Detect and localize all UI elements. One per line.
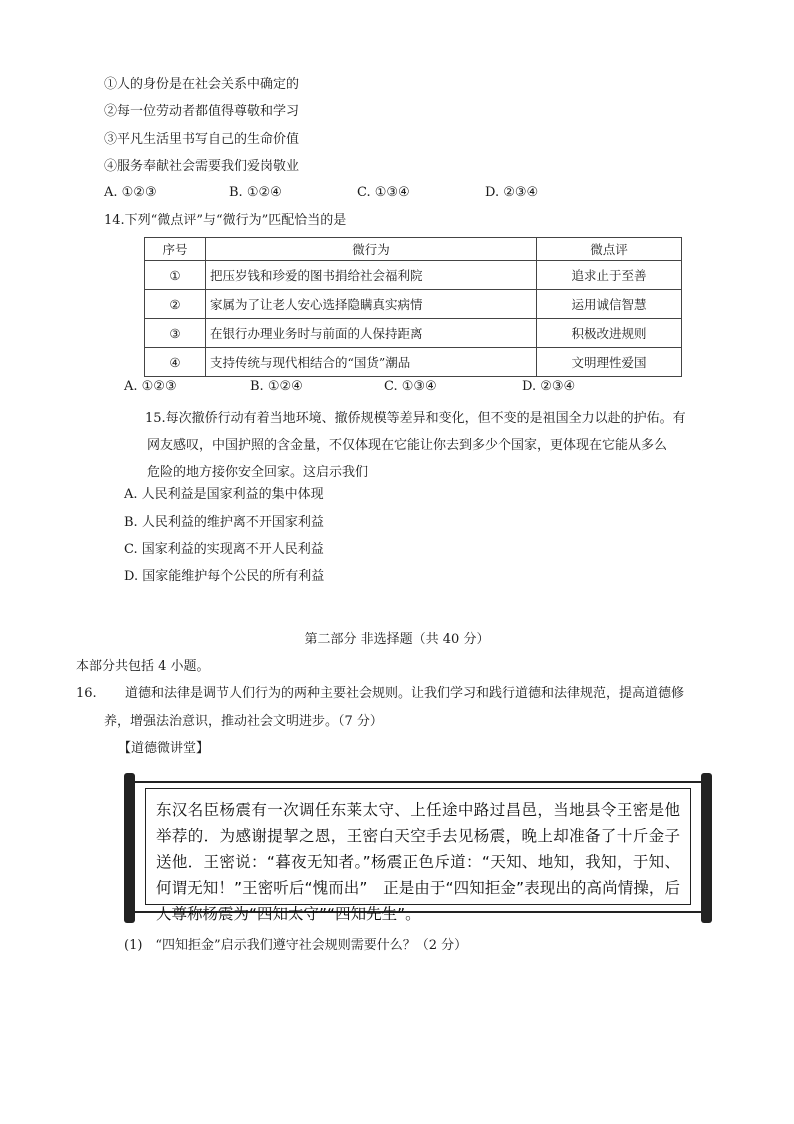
- row-review: 文明理性爱国: [537, 348, 682, 377]
- q15-option-c: C. 国家利益的实现离不开人民利益: [124, 542, 324, 557]
- q14-option-b: B. ①②④: [250, 379, 303, 394]
- row-action: 家属为了让老人安心选择隐瞒真实病情: [206, 290, 537, 319]
- row-review: 运用诚信智慧: [537, 290, 682, 319]
- q13-item-1: ①人的身份是在社会关系中确定的: [104, 77, 300, 92]
- q13-option-d: D. ②③④: [485, 185, 539, 200]
- table-row: [145, 290, 682, 319]
- q14-stem: 14.下列“微点评”与“微行为”匹配恰当的是: [104, 213, 347, 228]
- row-number: ①: [145, 261, 206, 290]
- q15-stem-line: 网友感叹，中国护照的含金量，不仅体现在它能让你去到多少个国家，更体现在它能从多么: [147, 438, 668, 453]
- row-action: 支持传统与现代相结合的“国货”潮品: [206, 348, 537, 377]
- row-action: 把压岁钱和珍爱的图书捐给社会福利院: [206, 261, 537, 290]
- q15-option-d: D. 国家能维护每个公民的所有利益: [124, 569, 325, 584]
- col-header-no: 序号: [145, 238, 206, 261]
- row-number: ④: [145, 348, 206, 377]
- q16-stem-line-1: 道德和法律是调节人们行为的两种主要社会规则。让我们学习和践行道德和法律规范，提高道德修: [125, 686, 685, 701]
- q13-item-4: ④服务奉献社会需要我们爱岗敬业: [104, 159, 300, 174]
- table-row: [145, 348, 682, 377]
- q16-stem-line-2: 养，增强法治意识，推动社会文明进步。（7 分）: [104, 714, 383, 729]
- row-action: 在银行办理业务时与前面的人保持距离: [206, 319, 537, 348]
- q15-option-a: A. 人民利益是国家利益的集中体现: [124, 487, 324, 502]
- row-review: 积极改进规则: [537, 319, 682, 348]
- q13-item-3: ③平凡生活里书写自己的生命价值: [104, 132, 300, 147]
- q14-option-a: A. ①②③: [124, 379, 177, 394]
- q13-options: [0, 185, 794, 205]
- scroll-frame: [133, 781, 703, 923]
- q15-stem-line: 15.每次撤侨行动有着当地环境、撤侨规模等差异和变化，但不变的是祖国全力以赴的护佑。有: [145, 411, 686, 426]
- q16-subquestion-1: (1) “四知拒金”启示我们遵守社会规则需要什么？（2 分）: [124, 938, 468, 953]
- q15-stem: [145, 405, 686, 486]
- q14-options: [0, 379, 794, 399]
- table-row: [145, 319, 682, 348]
- row-number: ③: [145, 319, 206, 348]
- q15-option-b: B. 人民利益的维护离不开国家利益: [124, 515, 324, 530]
- q14-table: [144, 237, 682, 377]
- q13-item-2: ②每一位劳动者都值得尊敬和学习: [104, 104, 300, 119]
- q13-option-a: A. ①②③: [104, 185, 157, 200]
- q13-option-c: C. ①③④: [357, 185, 410, 200]
- q15-stem-line: 危险的地方接你安全回家。这启示我们: [147, 465, 369, 480]
- part2-title: 第二部分 非选择题（共 40 分）: [304, 632, 490, 647]
- q16-section-label: 【道德微讲堂】: [118, 741, 210, 756]
- part2-intro: 本部分共包括 4 小题。: [76, 659, 210, 674]
- table-header-row: [145, 238, 682, 261]
- col-header-action: 微行为: [206, 238, 537, 261]
- scroll-illustration: [124, 773, 712, 923]
- q14-option-d: D. ②③④: [522, 379, 576, 394]
- q14-option-c: C. ①③④: [384, 379, 437, 394]
- row-review: 追求止于至善: [537, 261, 682, 290]
- table-row: [145, 261, 682, 290]
- q13-option-b: B. ①②④: [229, 185, 282, 200]
- q16-number: 16.: [76, 686, 97, 701]
- col-header-review: 微点评: [537, 238, 682, 261]
- scroll-text: 东汉名臣杨震有一次调任东莱太守、上任途中路过昌邑，当地县令王密是他举荐的．为感谢提挈之恩，王密白天空手去见杨震，晚上却准备了十斤金子送他．王密说：“暮夜无知者。”杨震正色斥道：“天知、地知，我知，于知、何谓无知！”王密听后“愧而出” 正是由于“四知拒金”表现出的高尚情操，后人尊称杨震为“四知太守”“四知先生”。: [145, 788, 691, 905]
- row-number: ②: [145, 290, 206, 319]
